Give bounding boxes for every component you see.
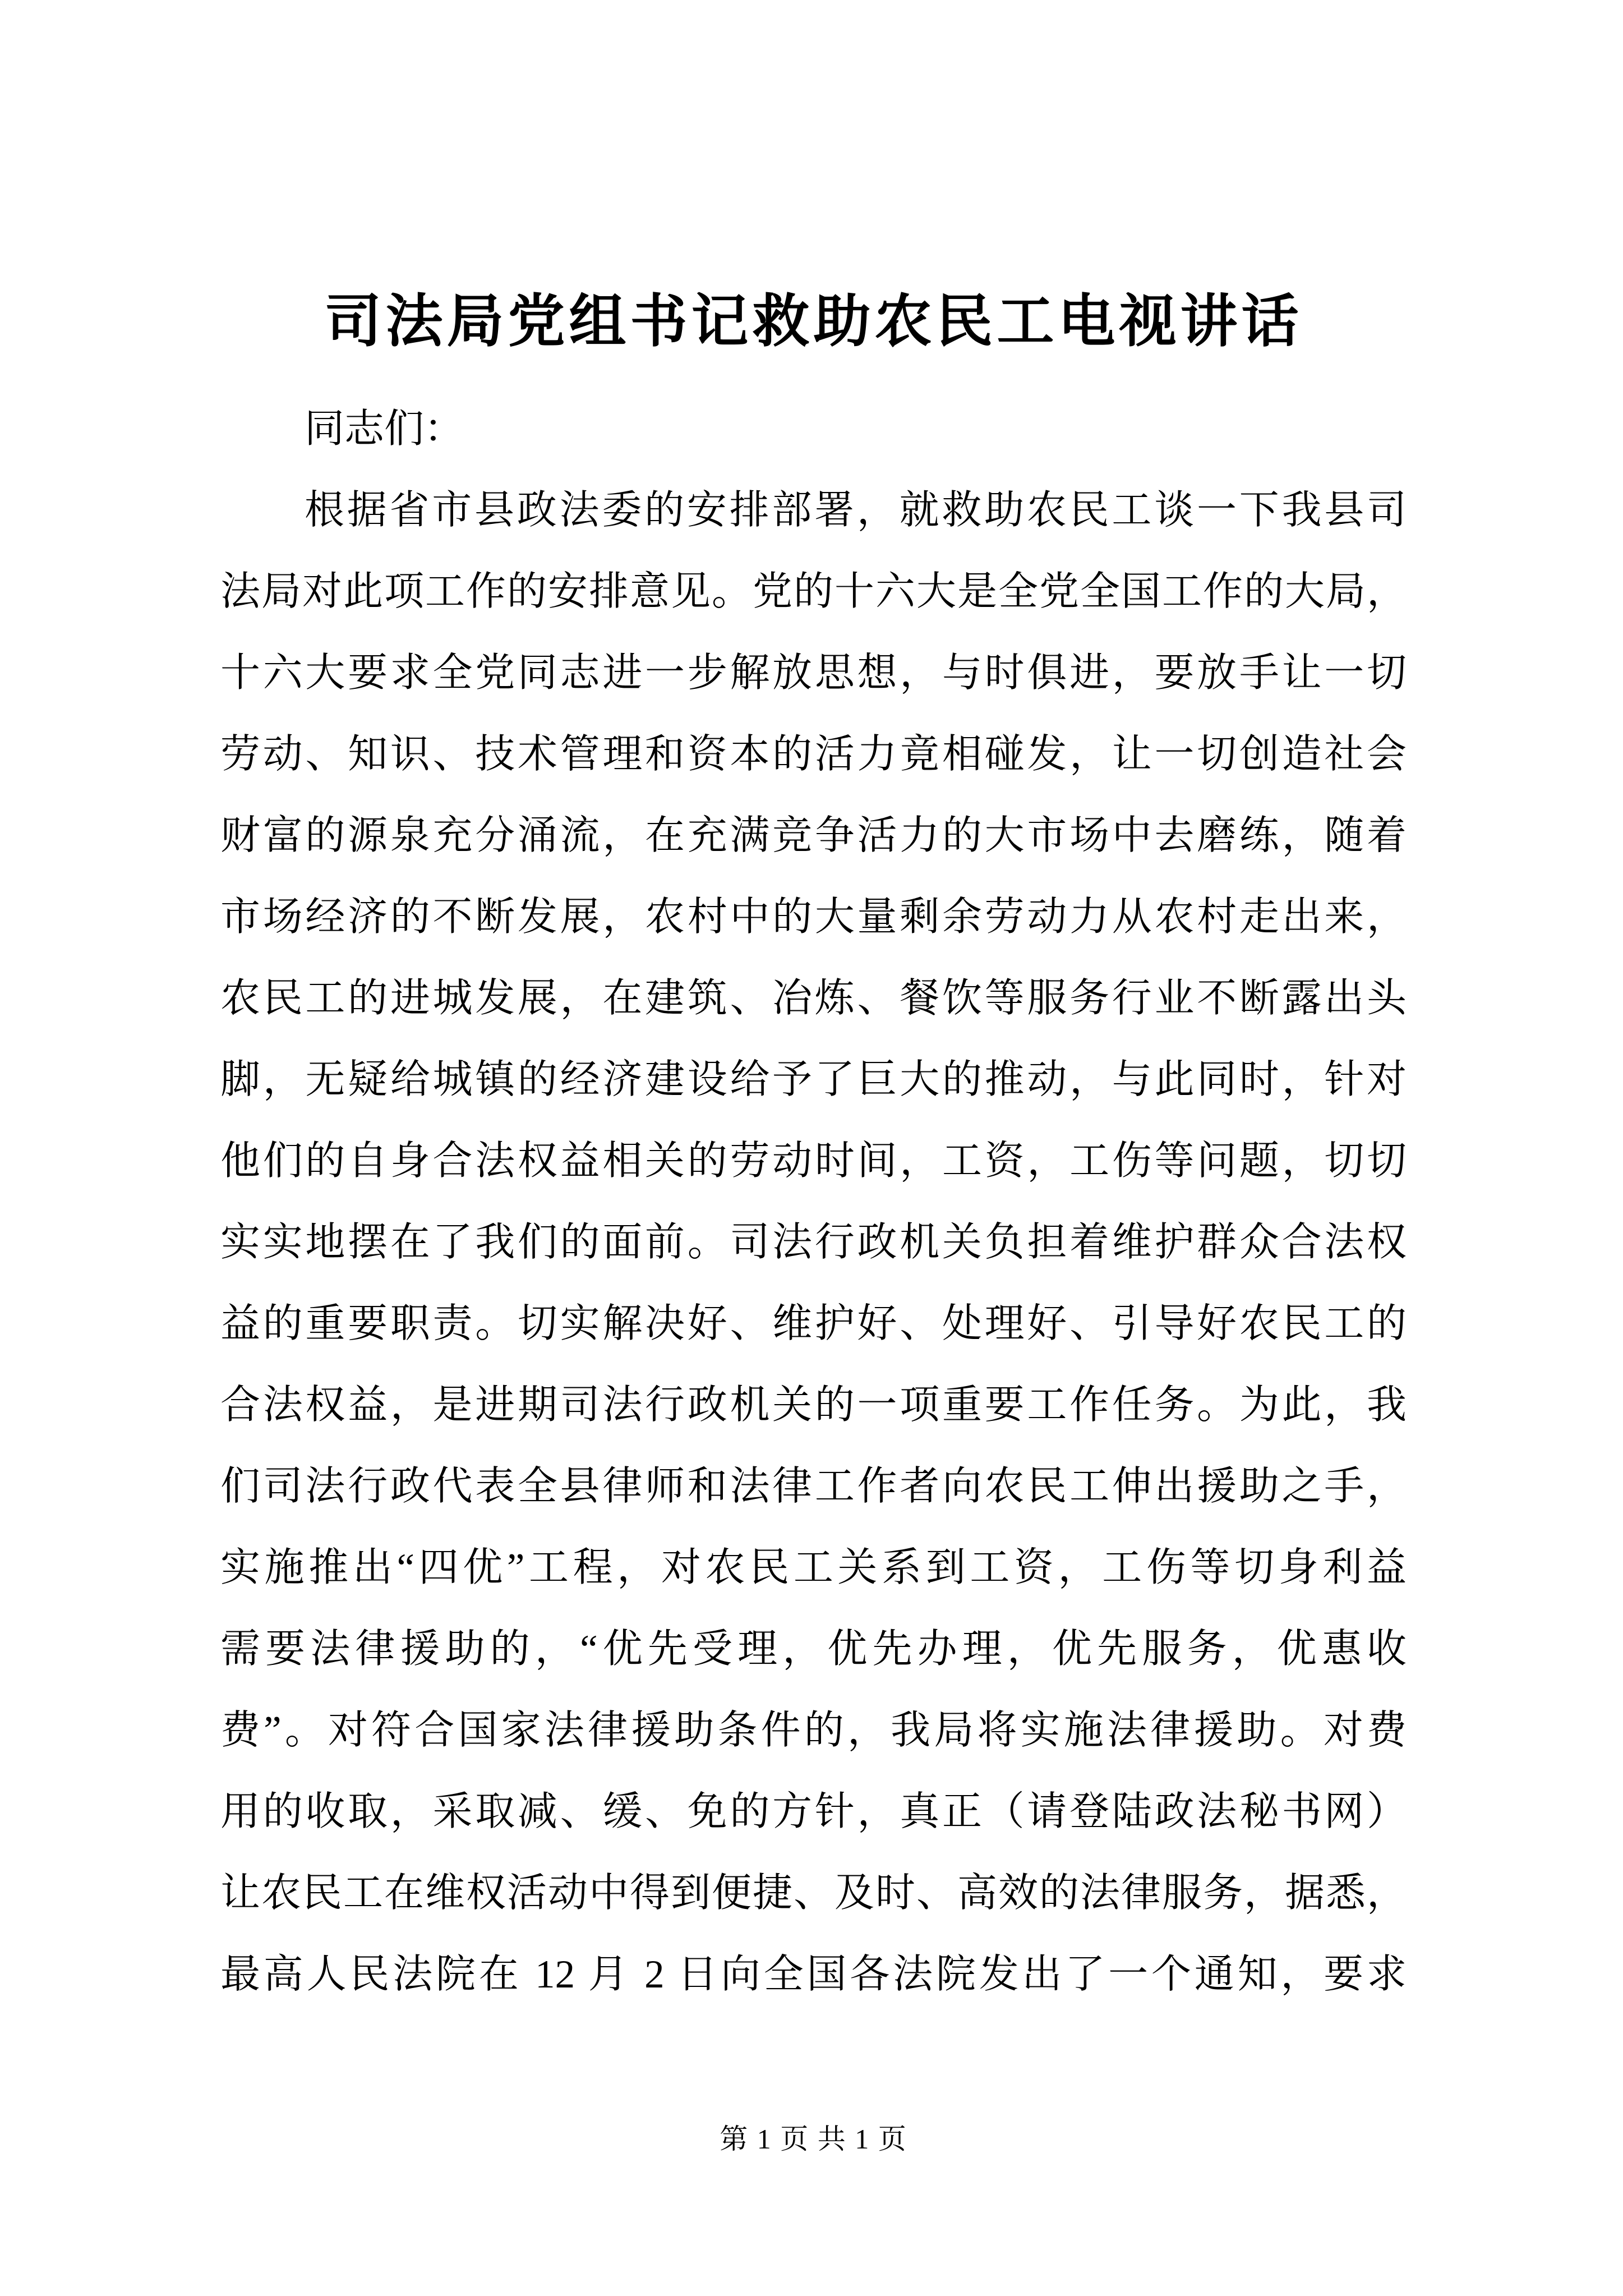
body-line: 财富的源泉充分涌流，在充满竞争活力的大市场中去磨练，随着 bbox=[220, 814, 1407, 858]
body-line: 需要法律援助的，“优先受理，优先办理，优先服务，优惠收 bbox=[220, 1627, 1407, 1671]
body-line: 们司法行政代表全县律师和法律工作者向农民工伸出援助之手， bbox=[220, 1465, 1407, 1508]
body-line: 用的收取，采取减、缓、免的方针，真正（请登陆政法秘书网） bbox=[220, 1790, 1407, 1834]
body-line: 十六大要求全党同志进一步解放思想，与时俱进，要放手让一切 bbox=[220, 651, 1407, 695]
body-line: 根据省市县政法委的安排部署，就救助农民工谈一下我县司 bbox=[305, 489, 1407, 532]
page-number-footer: 第 1 页 共 1 页 bbox=[720, 2123, 907, 2155]
body-line: 法局对此项工作的安排意见。党的十六大是全党全国工作的大局， bbox=[220, 570, 1407, 614]
body-line: 益的重要职责。切实解决好、维护好、处理好、引导好农民工的 bbox=[220, 1302, 1407, 1346]
body-line: 农民工的进城发展，在建筑、冶炼、餐饮等服务行业不断露出头 bbox=[220, 977, 1407, 1020]
body-line: 市场经济的不断发展，农村中的大量剩余劳动力从农村走出来， bbox=[220, 895, 1407, 939]
paragraph-lines bbox=[220, 470, 1407, 2016]
body-line: 劳动、知识、技术管理和资本的活力竟相碰发，让一切创造社会 bbox=[220, 733, 1407, 776]
body-line: 实实地摆在了我们的面前。司法行政机关负担着维护群众合法权 bbox=[220, 1221, 1407, 1264]
body-line: 脚，无疑给城镇的经济建设给予了巨大的推动，与此同时，针对 bbox=[220, 1058, 1407, 1102]
body-line: 让农民工在维权活动中得到便捷、及时、高效的法律服务，据悉， bbox=[220, 1871, 1407, 1915]
salutation-line: 同志们： bbox=[305, 407, 464, 451]
document-body bbox=[220, 389, 1407, 2016]
document-title: 司法局党组书记救助农民工电视讲话 bbox=[324, 291, 1303, 354]
body-line: 实施推出“四优”工程，对农民工关系到工资，工伤等切身利益 bbox=[220, 1546, 1407, 1590]
body-line: 最高人民法院在 12 月 2 日向全国各法院发出了一个通知，要求 bbox=[220, 1953, 1407, 1996]
body-line: 他们的自身合法权益相关的劳动时间，工资，工伤等问题，切切 bbox=[220, 1139, 1407, 1183]
body-line: 费”。对符合国家法律援助条件的，我局将实施法律援助。对费 bbox=[220, 1709, 1407, 1752]
body-line: 合法权益，是进期司法行政机关的一项重要工作任务。为此，我 bbox=[220, 1383, 1407, 1427]
